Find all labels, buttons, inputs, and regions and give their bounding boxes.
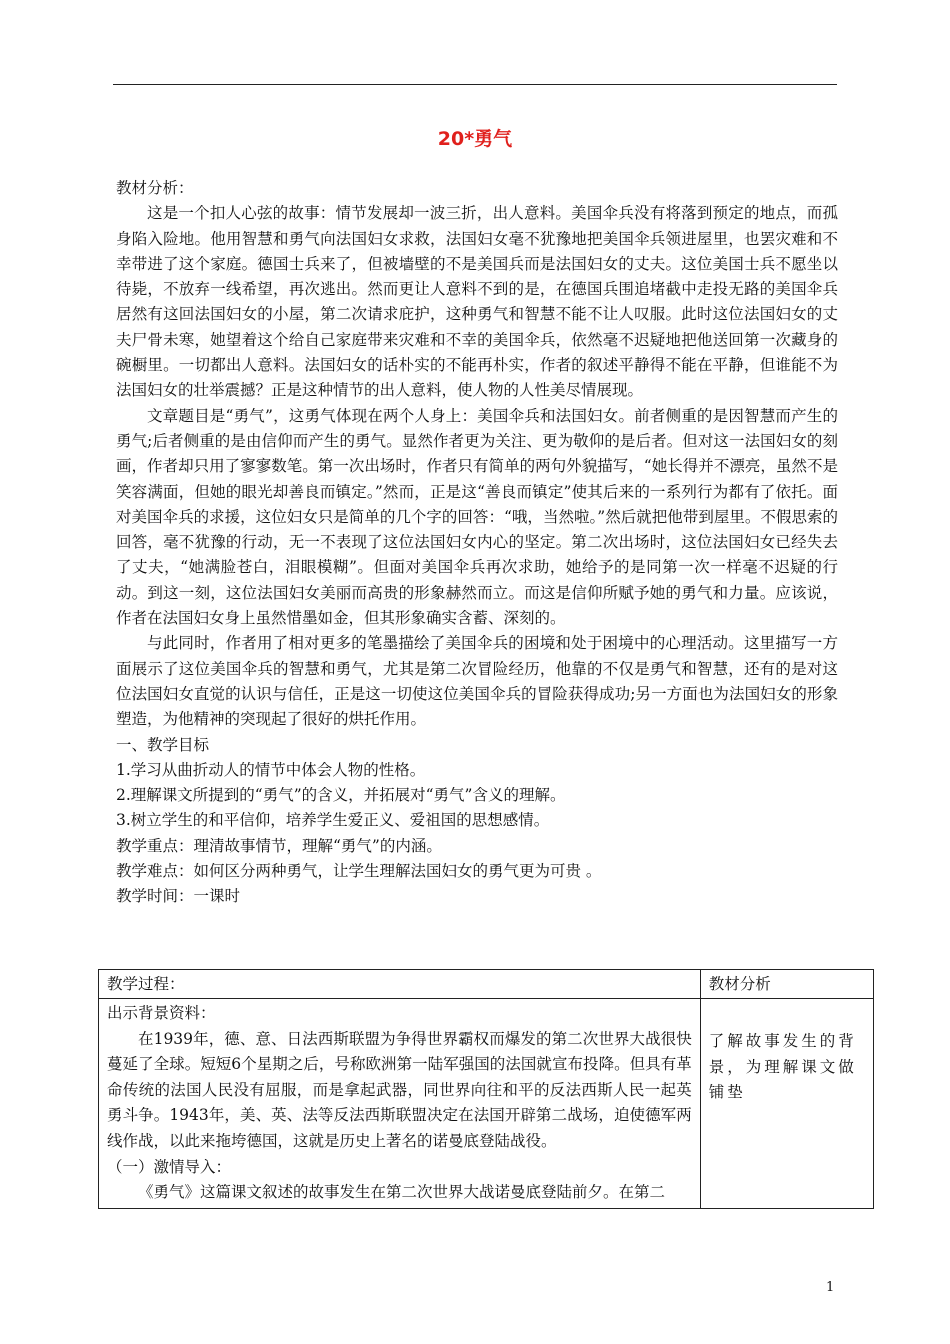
teaching-time: 教学时间：一课时 bbox=[116, 887, 241, 906]
analysis-note: 了解故事发生的背景，为理解课文做铺垫 bbox=[700, 999, 873, 1209]
paragraph: 这是一个扣人心弦的故事：情节发展却一波三折，出人意料。美国伞兵没有将落到预定的地点，而孤身陷入险地。他用智慧和勇气向法国妇女求救，法国妇女毫不犹豫地把美国伞兵领进屋里，也罢灾难和不幸带进了这个家庭。德国士兵来了，但被墙壁的不是美国兵而是法国妇女的丈夫。这位美国士兵不愿坐以待毙，不放弃一线希望，再次逃出。然而更让人意料不到的是，在德国兵围追堵截中走投无路的美国伞兵居然有这回法国妇女的小屋，第二次请求庇护，这种勇气和智慧不能不让人叹服。此时这位法国妇女的丈夫尸骨未寒，她望着这个给自己家庭带来灾难和不幸的美国伞兵，依然毫不迟疑地把他送回第一次藏身的碗橱里。一切都出人意料。法国妇女的话朴实的不能再朴实，作者的叙述平静得不能在平静，但谁能不为法国妇女的壮举震撼？正是这种情节的出人意料，使人物的人性美尽情展现。 bbox=[116, 204, 838, 400]
objective-item: 2.理解课文所提到的“勇气”的含义，并拓展对“勇气”含义的理解。 bbox=[116, 786, 566, 805]
intro-text: 《勇气》这篇课文叙述的故事发生在第二次世界大战诺曼底登陆前夕。在第二 bbox=[138, 1183, 666, 1202]
table-header-row bbox=[99, 970, 874, 999]
header-rule bbox=[113, 84, 837, 85]
analysis-label: 教材分析： bbox=[116, 179, 194, 197]
background-label: 出示背景资料： bbox=[107, 1004, 216, 1022]
intro-label: （一）激情导入： bbox=[107, 1157, 232, 1176]
header-analysis: 教材分析 bbox=[700, 970, 873, 999]
background-text: 在1939年，德、意、日法西斯联盟为争得世界霸权而爆发的第二次世界大战很快蔓延了全球。短短6个星期之后，号称欧洲第一陆军强国的法国就宣布投降。但具有革命传统的法国人民没有屈服，而是拿起武器，同世界向往和平的反法西斯人民一起英勇斗争。1943年，美、英、法等反法西斯联盟决定在法国开辟第二战场，迫使德军两线作战，以此来拖垮德国，这就是历史上著名的诺曼底登陆战役。 bbox=[107, 1029, 692, 1150]
page-number: 1 bbox=[826, 1280, 835, 1295]
section-heading: 一、教学目标 bbox=[116, 735, 210, 754]
process-cell bbox=[99, 999, 701, 1209]
page-title: 20*勇气 bbox=[437, 128, 513, 150]
table-row bbox=[99, 999, 874, 1209]
header-process: 教学过程： bbox=[99, 970, 701, 999]
paragraph: 与此同时，作者用了相对更多的笔墨描绘了美国伞兵的困境和处于困境中的心理活动。这里描写一方面展示了这位美国伞兵的智慧和勇气，尤其是第二次冒险经历，他靠的不仅是勇气和智慧，还有的是对这位法国妇女直觉的认识与信任，正是这一切使这位美国伞兵的冒险获得成功;另一方面也为法国妇女的形象塑造，为他精神的突现起了很好的烘托作用。 bbox=[116, 634, 838, 729]
objective-item: 1.学习从曲折动人的情节中体会人物的性格。 bbox=[116, 760, 426, 779]
document-body bbox=[116, 176, 838, 910]
teaching-difficulty: 教学难点：如何区分两种勇气，让学生理解法国妇女的勇气更为可贵 。 bbox=[116, 862, 602, 881]
teaching-focus: 教学重点：理清故事情节，理解“勇气”的内涵。 bbox=[116, 836, 442, 855]
paragraph: 文章题目是“勇气”，这勇气体现在两个人身上：美国伞兵和法国妇女。前者侧重的是因智慧而产生的勇气;后者侧重的是由信仰而产生的勇气。显然作者更为关注、更为敬仰的是后者。但对这一法国妇女的刻画，作者却只用了寥寥数笔。第一次出场时，作者只有简单的两句外貌描写，“她长得并不漂亮，虽然不是笑容满面，但她的眼光却善良而镇定。”然而，正是这“善良而镇定”使其后来的一系列行为都有了依托。面对美国伞兵的求援，这位妇女只是简单的几个字的回答：“哦，当然啦。”然后就把他带到屋里。不假思索的回答，毫不犹豫的行动，无一不表现了这位法国妇女内心的坚定。第二次出场时，这位法国妇女已经失去了丈夫，“她满脸苍白，泪眼模糊”。但面对美国伞兵再次求助，她给予的是同第一次一样毫不迟疑的行动。到这一刻，这位法国妇女美丽而高贵的形象赫然而立。而这是信仰所赋予她的勇气和力量。应该说，作者在法国妇女身上虽然惜墨如金，但其形象确实含蓄、深刻的。 bbox=[116, 406, 838, 628]
lesson-table bbox=[98, 969, 874, 1209]
objective-item: 3.树立学生的和平信仰，培养学生爱正义、爱祖国的思想感情。 bbox=[116, 811, 550, 830]
